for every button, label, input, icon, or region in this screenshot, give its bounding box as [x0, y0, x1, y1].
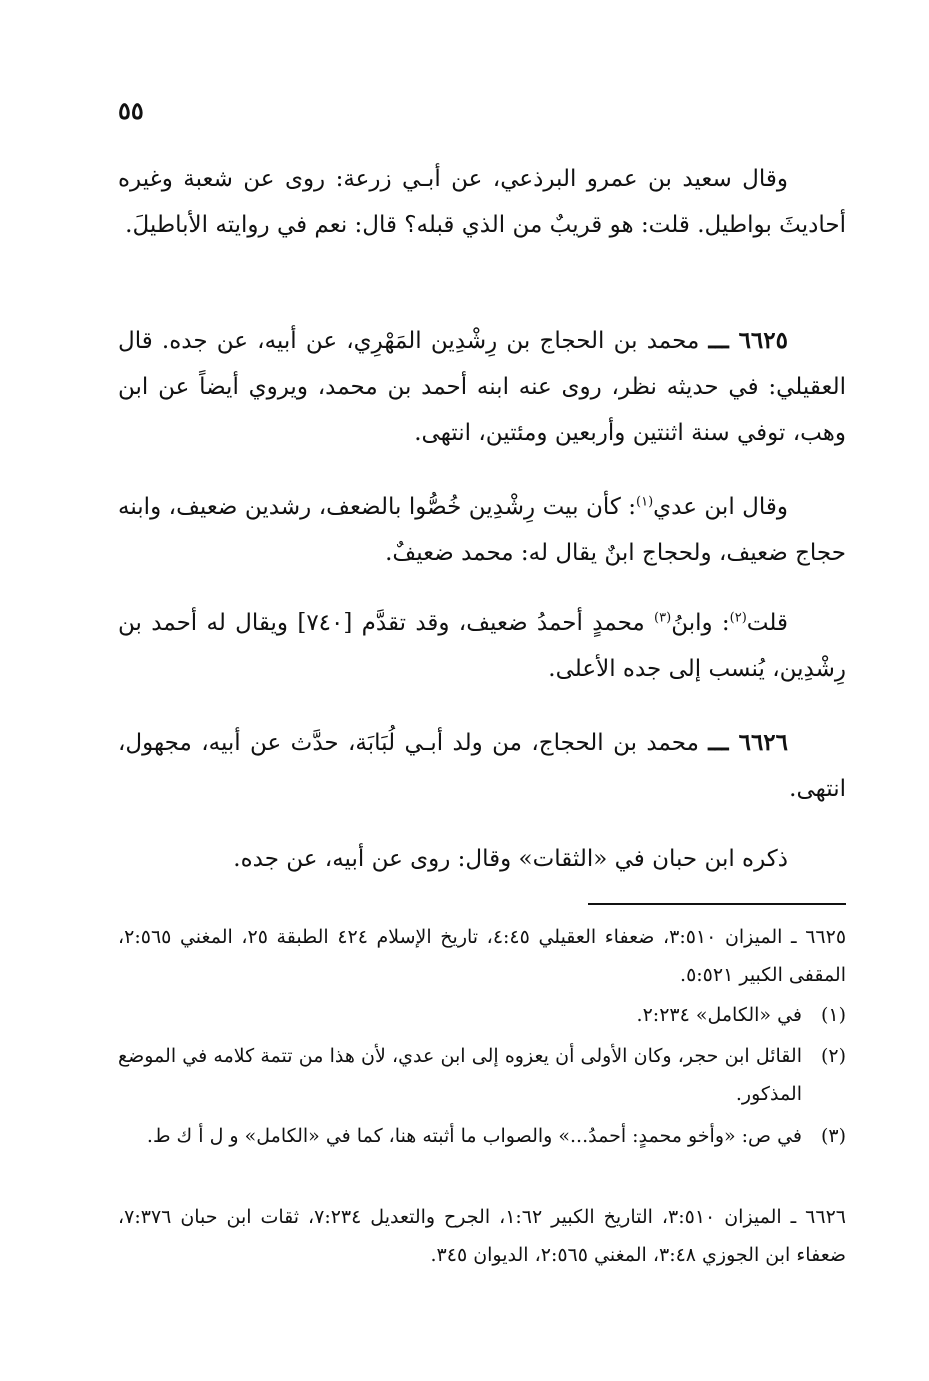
paragraph-text: ذكره ابن حبان في «الثقات» وقال: روى عن أبيه، عن جده.: [233, 846, 788, 872]
entry-6625: [118, 318, 846, 456]
entry-number: ٦٦٢٦ ـــ: [708, 729, 789, 756]
footnote-mark: (١): [820, 1004, 846, 1026]
paragraph-text: محمدٍ أحمدُ ضعيف، وقد تقدَّم [٧٤٠] ويقال له: [206, 610, 655, 636]
footnote-mark: (٣): [820, 1125, 846, 1147]
footnote-ref-1: (١): [636, 494, 654, 510]
footnote-3: [118, 1117, 846, 1155]
entry-6626: [118, 720, 846, 812]
footnote-2: [118, 1037, 846, 1113]
paragraph-text: وقال ابن عدي: [653, 494, 788, 520]
footnote-text: ٦٦٢٦ ـ الميزان ٣:٥١٠، التاريخ الكبير ١:٦٢، الجرح والتعديل ٧:٢٣٤، ثقات ابن حبان ٧:٣٧٦، ضعفاء ابن الجوزي ٣:٤٨، المغني ٢:٥٦٥، الديوان ٣٤٥.: [118, 1206, 846, 1266]
paragraph-text: وابنه حجاج ضعيف، ولحجاج ابنٌ يقال له: محمد ضعيفٌ.: [118, 494, 846, 566]
entry-number: ٦٦٢٥ ـــ: [708, 327, 788, 354]
footnote-text: ٦٦٢٥ ـ الميزان ٣:٥١٠، ضعفاء العقيلي ٤:٤٥، تاريخ الإسلام ٤٢٤ الطبقة ٢٥، المغني ٢:٥٦٥، المقفى الكبير ٥:٥٢١.: [118, 926, 847, 986]
paragraph-text: أحمد بن رِشْدِين، يُنسب إلى جده الأعلى.: [118, 610, 846, 682]
entry-heading: محمد بن الحجاج، من ولد أبـي لُبَابَة، حدَّث عن أبيه،: [201, 730, 699, 756]
paragraph-text: مجهول، انتهى.: [118, 730, 846, 802]
footnote-text: في «الكامل» ٢:٢٣٤.: [636, 1004, 802, 1026]
paragraph-text: : كأن بيت رِشْدِين خُصُّوا بالضعف، رشدين ضعيف،: [168, 494, 637, 520]
paragraph-barda-i: [118, 156, 846, 248]
paragraph-text: وقال سعيد بن عمرو البرذعي، عن أبـي زرعة: روى عن شعبة وغيره أحاديثَ بواطيل. قلت: هو قريبٌ من الذي قبله؟ قال: نعم في روايته الأباطيلَ.: [118, 166, 846, 238]
page-number: ٥٥: [118, 96, 144, 125]
paragraph-qultu: [118, 600, 846, 692]
paragraph-ibn-hibban: [118, 836, 846, 882]
footnote-mark: (٢): [820, 1045, 846, 1067]
footnote-6626-sources: [118, 1198, 846, 1274]
footnote-1: [118, 996, 846, 1034]
footnote-ref-3: (٣): [654, 610, 672, 626]
paragraph-ibn-adi: [118, 484, 846, 576]
paragraph-text: : وابنُ: [671, 610, 730, 636]
paragraph-text: قال العقيلي: في حديثه نظر، روى عنه ابنه أحمد بن محمد، ويروي أيضاً عن ابن وهب، توفي سنة اثنتين وأربعين ومئتين، انتهى.: [118, 328, 846, 446]
entry-heading: محمد بن الحجاج بن رِشْدِين المَهْرِي، عن أبيه، عن جده.: [161, 328, 700, 354]
footnote-ref-2: (٢): [729, 610, 747, 626]
footnote-text: في ص: «وأخو محمدٍ: أحمدُ...» والصواب ما أثبته هنا، كما في «الكامل» و ل أ ك ط.: [146, 1125, 802, 1147]
footnote-6625-sources: [118, 918, 846, 994]
paragraph-text: قلت: [746, 610, 788, 636]
footnote-separator: [588, 903, 846, 905]
footnote-text: القائل ابن حجر، وكان الأولى أن يعزوه إلى ابن عدي، لأن هذا من تتمة كلامه في الموضع المذكور.: [118, 1045, 802, 1105]
